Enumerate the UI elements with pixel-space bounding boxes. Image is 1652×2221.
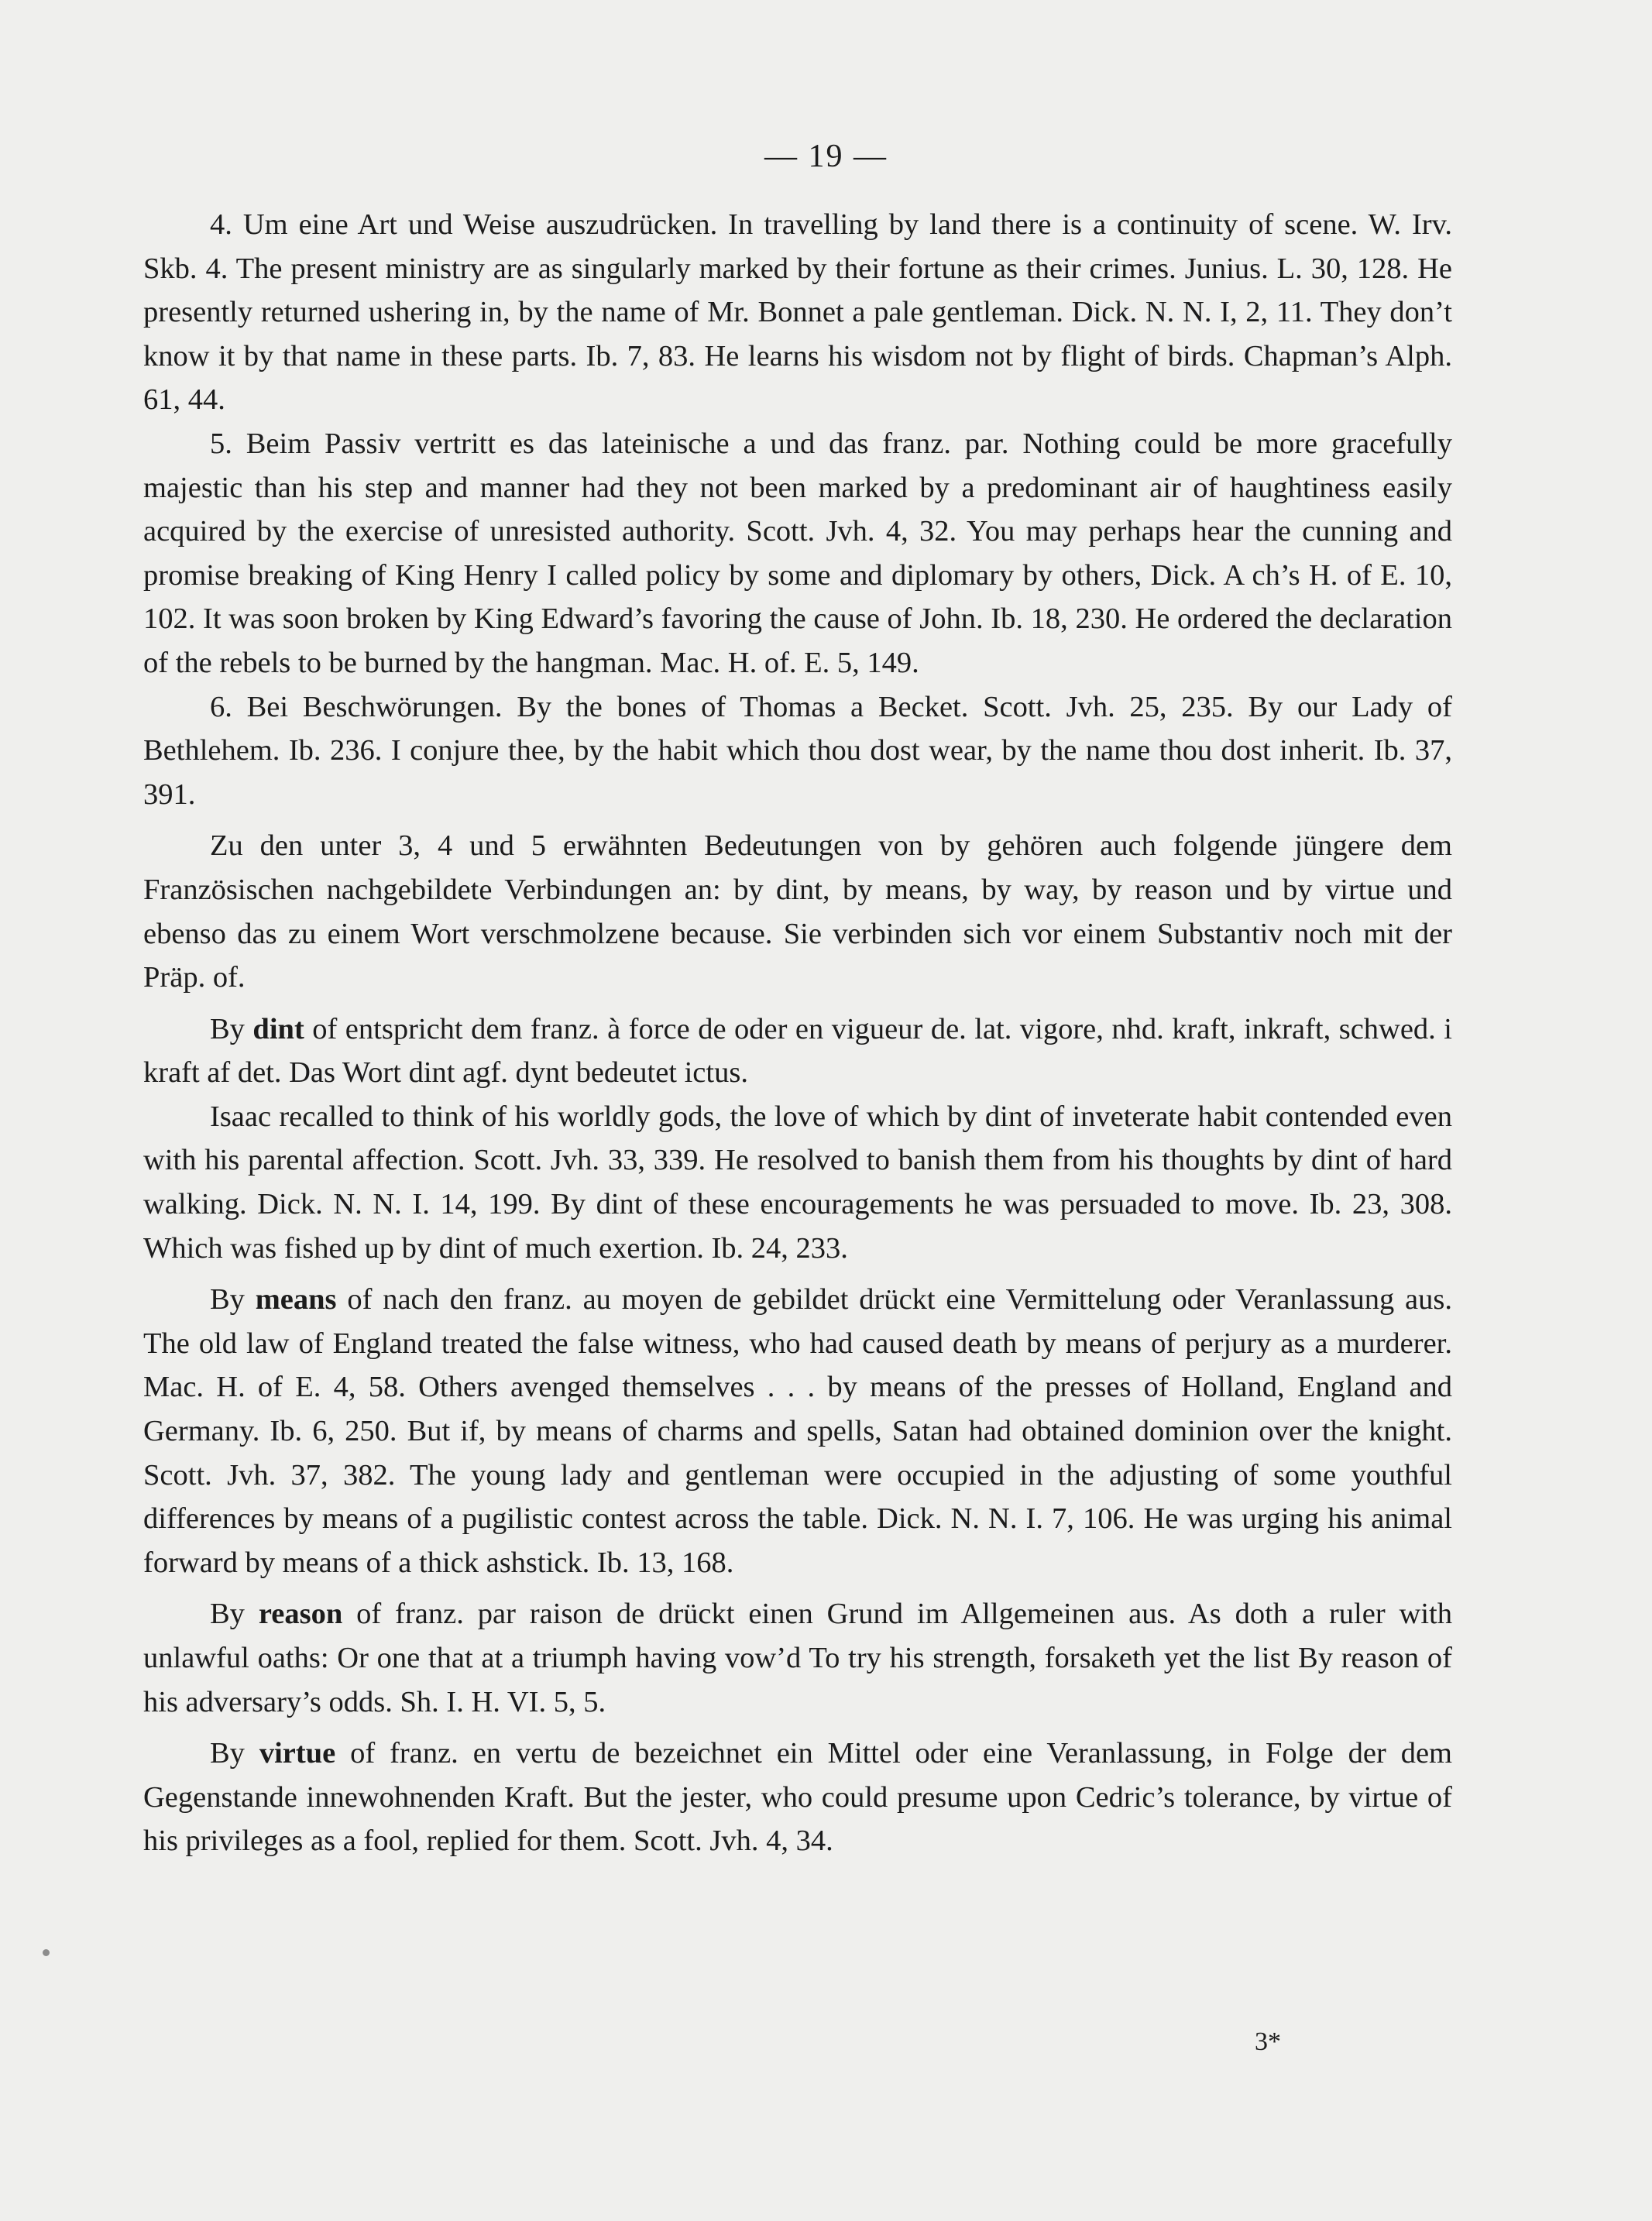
term-virtue: virtue [259,1737,336,1770]
paragraph-4-manner: 4. Um eine Art und Weise auszudrücken. In travelling by land there is a continuity of scene. W. Irv. Skb. 4. The present ministry are as singularly marked by their fortune as their crimes. Junius. L. 30, 128. He presently returned ushering in, by the name of Mr. Bonnet a pale gentleman. Dick. N. N. I, 2, 11. They don’t know it by that name in these parts. Ib. 7, 83. He learns his wisdom not by flight of birds. Chapman’s Alph. 61, 44. [143,208,1452,417]
by-prefix: By [210,1598,259,1631]
by-prefix: By [210,1737,259,1770]
paragraph-by-virtue [143,1732,1452,1863]
paragraph-by-dint [143,1008,1452,1095]
paragraph-by-means [143,1278,1452,1584]
paragraph-6-oaths: 6. Bei Beschwörungen. By the bones of Thomas a Becket. Scott. Jvh. 25, 235. By our Lady of Bethlehem. Ib. 236. I conjure thee, by the habit which thou dost wear, by the name thou dost inherit. Ib. 37, 391. [143,690,1452,811]
paragraph-by-reason [143,1592,1452,1724]
page-number: — 19 — [764,139,888,174]
dint-explanation: of entspricht dem franz. à force de oder en vigueur de. lat. vigore, nhd. kraft, inkraft, schwed. i kraft af det. Das Wort dint agf. dynt bedeutet ictus. [143,1012,1452,1090]
means-explanation: of nach den franz. au moyen de gebildet drückt eine Vermittelung oder Veranlassung aus. The old law of England treated the false witness, who had caused death by means of perjury as a murderer. Mac. H. of E. 4, 58. Others avenged themselves . . . by means of the presses of Holland, England and Germany. Ib. 6, 250. But if, by means of charms and spells, Satan had obtained dominion over the knight. Scott. Jvh. 37, 382. The young lady and gentleman were occupied in the adjusting of some youthful differences by means of a pugilistic contest across the table. Dick. N. N. I. 7, 106. He was urging his animal forward by means of a thick ashstick. Ib. 13, 168. [143,1283,1452,1579]
by-prefix: By [210,1283,256,1316]
paragraph-5-passive: 5. Beim Passiv vertritt es das lateinische a und das franz. par. Nothing could be more gracefully majestic than his step and manner had they not been marked by a predominant air of haughtiness easily acquired by the exercise of unresisted authority. Scott. Jvh. 4, 32. You may perhaps hear the cunning and promise breaking of King Henry I called policy by some and diplomary by others, Dick. A ch’s H. of E. 10, 102. It was soon broken by King Edward’s favoring the cause of John. Ib. 18, 230. He ordered the declaration of the rebels to be burned by the hangman. Mac. H. of. E. 5, 149. [143,427,1452,679]
paragraph-compounds: Zu den unter 3, 4 und 5 erwähnten Bedeutungen von by gehören auch folgende jüngere dem Französischen nachgebildete Verbindungen an: by dint, by means, by way, by reason und by virtue und ebenso das zu einem Wort verschmolzene because. Sie verbinden sich vor einem Substantiv noch mit der Präp. of. [143,829,1452,994]
page-body [143,203,1452,1863]
reason-explanation: of franz. par raison de drückt einen Grund im Allgemeinen aus. As doth a ruler with unlawful oaths: Or one that at a triumph having vow’d To try his strength, forsaketh yet the list By reason of his adversary’s odds. Sh. I. H. VI. 5, 5. [143,1598,1453,1718]
term-means: means [255,1283,337,1316]
virtue-explanation: of franz. en vertu de bezeichnet ein Mittel oder eine Veranlassung, in Folge der dem Gegenstande innewohnenden Kraft. But the jester, who could presume upon Cedric’s tolerance, by virtue of his privileges as a fool, replied for them. Scott. Jvh. 4, 34. [143,1737,1452,1858]
term-reason: reason [258,1598,343,1631]
signature-mark: 3* [1255,2027,1281,2056]
term-dint: dint [252,1012,304,1045]
by-prefix: By [210,1012,253,1045]
paper-speck [43,1949,50,1956]
paragraph-dint-examples: Isaac recalled to think of his worldly gods, the love of which by dint of inveterate habit contended even with his parental affection. Scott. Jvh. 33, 339. He resolved to banish them from his thoughts by dint of hard walking. Dick. N. N. I. 14, 199. By dint of these encouragements he was persuaded to move. Ib. 23, 308. Which was fished up by dint of much exertion. Ib. 24, 233. [143,1100,1452,1265]
